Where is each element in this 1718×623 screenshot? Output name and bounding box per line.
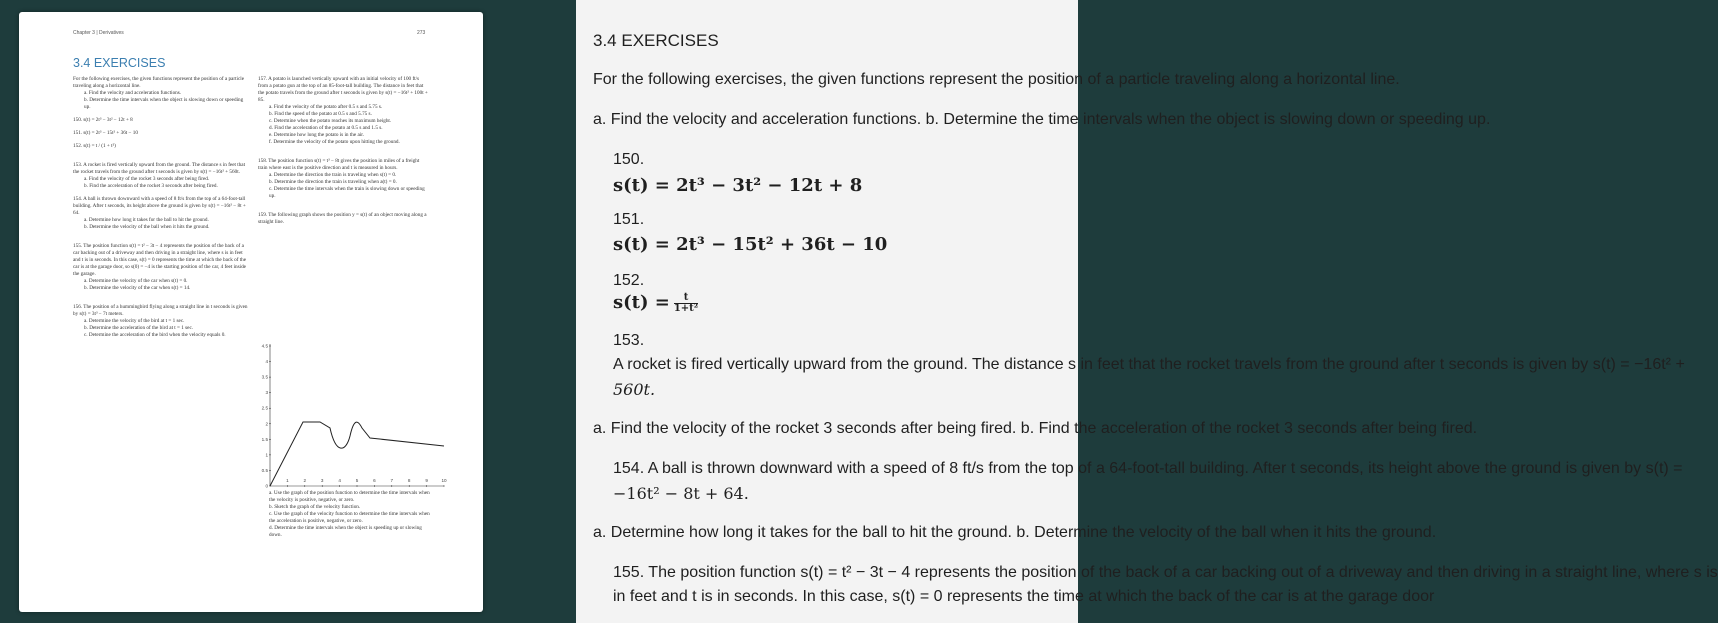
page-header-chapter: Chapter 3 | Derivatives xyxy=(73,30,124,36)
graph-x-tick-label: 4 xyxy=(338,478,341,483)
panel-math-152 xyxy=(613,292,698,314)
graph-y-tick-label: 3 xyxy=(265,390,268,396)
panel-tasks-153: a. Find the velocity of the rocket 3 seconds after being fired. b. Find the acceleration of the rocket 3 seconds after being fired. xyxy=(593,420,1478,437)
exercise-intro: For the following exercises, the given functions represent the position of a particle traveling along a horizontal line. xyxy=(73,76,244,89)
panel-text-155-line2: in feet and t is in seconds. In this case, s(t) = 0 represents the time at which the back of the car is at the garage door xyxy=(613,588,1435,605)
exercise-158b: b. Determine the direction the train is traveling when a(t) = 0. xyxy=(269,179,397,185)
panel-num-153: 153. xyxy=(613,332,645,349)
exercise-159d: d. Determine the time intervals when the object is speeding up or slowing down. xyxy=(269,525,422,538)
exercise-157: 157. A potato is launched vertically upward with an initial velocity of 100 ft/s from a potato gun at the top of an 85-foot-tall building. The distance in feet that the potato travels from the ground after t seconds is given by s(t) = −16t² + 100t + 85. xyxy=(258,76,428,103)
exercise-156b: b. Determine the acceleration of the bird at t = 1 sec. xyxy=(84,325,194,331)
exercise-159b: b. Sketch the graph of the velocity function. xyxy=(269,504,361,510)
page-column-right xyxy=(258,76,430,226)
position-curve xyxy=(270,422,444,486)
exercise-157b: b. Find the speed of the potato at 0.5 s and 5.75 s. xyxy=(269,111,372,117)
fraction-numerator: t xyxy=(674,293,698,304)
exercise-154a: a. Determine how long it takes for the ball to hit the ground. xyxy=(84,217,209,223)
panel-num-151: 151. xyxy=(613,211,645,228)
exercise-152: 152. s(t) = t / (1 + t²) xyxy=(73,143,116,149)
panel-title: 3.4 EXERCISES xyxy=(593,31,719,50)
graph-y-tick-label: 2.5 xyxy=(261,405,268,411)
panel-tasks-154: a. Determine how long it takes for the ball to hit the ground. b. Determine the velocity of the ball when it hits the ground. xyxy=(593,524,1437,541)
graph-y-tick-label: 4.5 xyxy=(261,343,268,349)
graph-y-tick-label: 1.5 xyxy=(261,436,268,442)
panel-text-154-line1: 154. A ball is thrown downward with a speed of 8 ft/s from the top of a 64-foot-tall building. After t seconds, its height above the ground is given by s(t) = xyxy=(613,460,1683,477)
exercise-156: 156. The position of a hummingbird flying along a straight line in t seconds is given by s(t) = 3t³ − 7t meters. xyxy=(73,304,248,317)
section-title: 3.4 EXERCISES xyxy=(73,56,166,70)
graph-x-tick-label: 7 xyxy=(390,478,394,483)
graph-y-tick-label: 4 xyxy=(265,359,268,365)
exercise-156a: a. Determine the velocity of the bird at t = 1 sec. xyxy=(84,318,185,324)
exercise-153b: b. Find the acceleration of the rocket 3 seconds after being fired. xyxy=(84,183,218,189)
exercise-159: 159. The following graph shows the position y = s(t) of an object moving along a straight line. xyxy=(258,212,427,225)
panel-math-152-lhs: s(t) = xyxy=(613,292,670,313)
exercise-158: 158. The position function s(t) = t³ − 8t gives the position in miles of a freight train where east is the positive direction and t is measured in hours. xyxy=(258,158,420,171)
exercise-157c: c. Determine when the potato reaches its maximum height. xyxy=(269,118,392,124)
position-graph xyxy=(258,340,453,490)
panel-math-150: s(t) = 2t³ − 3t² − 12t + 8 xyxy=(613,175,863,196)
graph-x-tick-label: 10 xyxy=(441,478,447,483)
exercise-158c: c. Determine the time intervals when the train is slowing down or speeding up. xyxy=(269,186,425,199)
graph-x-tick-label: 9 xyxy=(425,478,428,483)
exercise-153a: a. Find the velocity of the rocket 3 seconds after being fired. xyxy=(84,176,210,182)
graph-x-tick-label: 1 xyxy=(286,478,289,483)
exercise-155: 155. The position function s(t) = t² − 3t − 4 represents the position of the back of a car backing out of a driveway and then driving in a straight line, where s is in feet and t is in seconds. In this case, s(t) = 0 represents the time at which the back of the car is at the garage door, so s(0) = −4 is the starting position of the car, 4 feet inside the garage. xyxy=(73,243,247,277)
graph-x-tick-label: 6 xyxy=(373,478,376,483)
panel-text-155-line1: 155. The position function s(t) = t² − 3t − 4 represents the position of the back of a car backing out of a driveway and then driving in a straight line, where s is xyxy=(613,564,1718,581)
graph-y-tick-label: 2 xyxy=(265,421,268,427)
exercise-157a: a. Find the velocity of the potato after 0.5 s and 5.75 s. xyxy=(269,104,383,110)
text-panel[interactable] xyxy=(576,0,1718,623)
exercise-157d: d. Find the acceleration of the potato at 0.5 s and 1.5 s. xyxy=(269,125,383,131)
intro-task-a: a. Find the velocity and acceleration functions. xyxy=(84,90,182,96)
intro-task-b: b. Determine the time intervals when the object is slowing down or speeding up. xyxy=(84,97,244,110)
graph-y-tick-label: 0 xyxy=(265,483,268,489)
panel-num-152: 152. xyxy=(613,272,645,289)
graph-y-tick-label: 1 xyxy=(265,452,268,458)
graph-x-tick-label: 2 xyxy=(303,478,307,483)
exercise-150: 150. s(t) = 2t³ − 3t² − 12t + 8 xyxy=(73,117,133,123)
exercise-157f: f. Determine the velocity of the potato upon hitting the ground. xyxy=(269,139,400,145)
panel-text-153-line1: A rocket is fired vertically upward from the ground. The distance s in feet that the rocket travels from the ground after t seconds is given by s(t) = −16t² + xyxy=(613,356,1685,373)
exercise-155a: a. Determine the velocity of the car when s(t) = 0. xyxy=(84,278,188,284)
exercise-159a: a. Use the graph of the position function to determine the time intervals when the velocity is positive, negative, or zero. xyxy=(269,490,430,503)
panel-tasks: a. Find the velocity and acceleration functions. b. Determine the time intervals when the object is slowing down or speeding up. xyxy=(593,111,1491,128)
exercise-154b: b. Determine the velocity of the ball when it hits the ground. xyxy=(84,224,210,230)
exercise-155b: b. Determine the velocity of the car when s(t) = 14. xyxy=(84,285,191,291)
panel-intro: For the following exercises, the given functions represent the position of a particle traveling along a horizontal line. xyxy=(593,71,1400,88)
exercise-153: 153. A rocket is fired vertically upward from the ground. The distance s in feet that the rocket travels from the ground after t seconds is given by s(t) = −16t² + 560t. xyxy=(73,162,246,175)
pdf-page xyxy=(19,12,483,612)
exercise-158a: a. Determine the direction the train is traveling when s(t) = 0. xyxy=(269,172,397,178)
fraction-denominator: 1+t² xyxy=(673,302,699,314)
page-number: 273 xyxy=(417,30,426,36)
graph-x-tick-label: 8 xyxy=(407,478,411,483)
graph-y-tick-label: 0.5 xyxy=(261,467,268,473)
panel-math-152-fraction xyxy=(674,293,698,314)
exercise-156c: c. Determine the acceleration of the bird when the velocity equals 0. xyxy=(84,332,226,338)
panel-text-154-line2: −16t² − 8t + 64. xyxy=(613,484,749,503)
panel-num-150: 150. xyxy=(613,151,645,168)
exercise-159c: c. Use the graph of the velocity function to determine the time intervals when the acceleration is positive, negative, or zero. xyxy=(269,511,430,524)
page-column-right-bottom xyxy=(258,490,430,539)
exercise-154: 154. A ball is thrown downward with a speed of 8 ft/s from the top of a 64-foot-tall building. After t seconds, its height above the ground is given by s(t) = −16t² − 8t + 64. xyxy=(73,196,246,216)
exercise-151: 151. s(t) = 2t³ − 15t² + 36t − 10 xyxy=(73,130,138,136)
panel-math-151: s(t) = 2t³ − 15t² + 36t − 10 xyxy=(613,234,888,255)
graph-y-tick-label: 3.5 xyxy=(261,374,268,380)
exercise-157e: e. Determine how long the potato is in the air. xyxy=(269,132,364,138)
graph-x-tick-label: 3 xyxy=(320,478,324,483)
graph-x-tick-label: 5 xyxy=(355,478,359,483)
page-column-left xyxy=(73,76,249,339)
panel-text-153-line2: 560t. xyxy=(613,380,656,399)
